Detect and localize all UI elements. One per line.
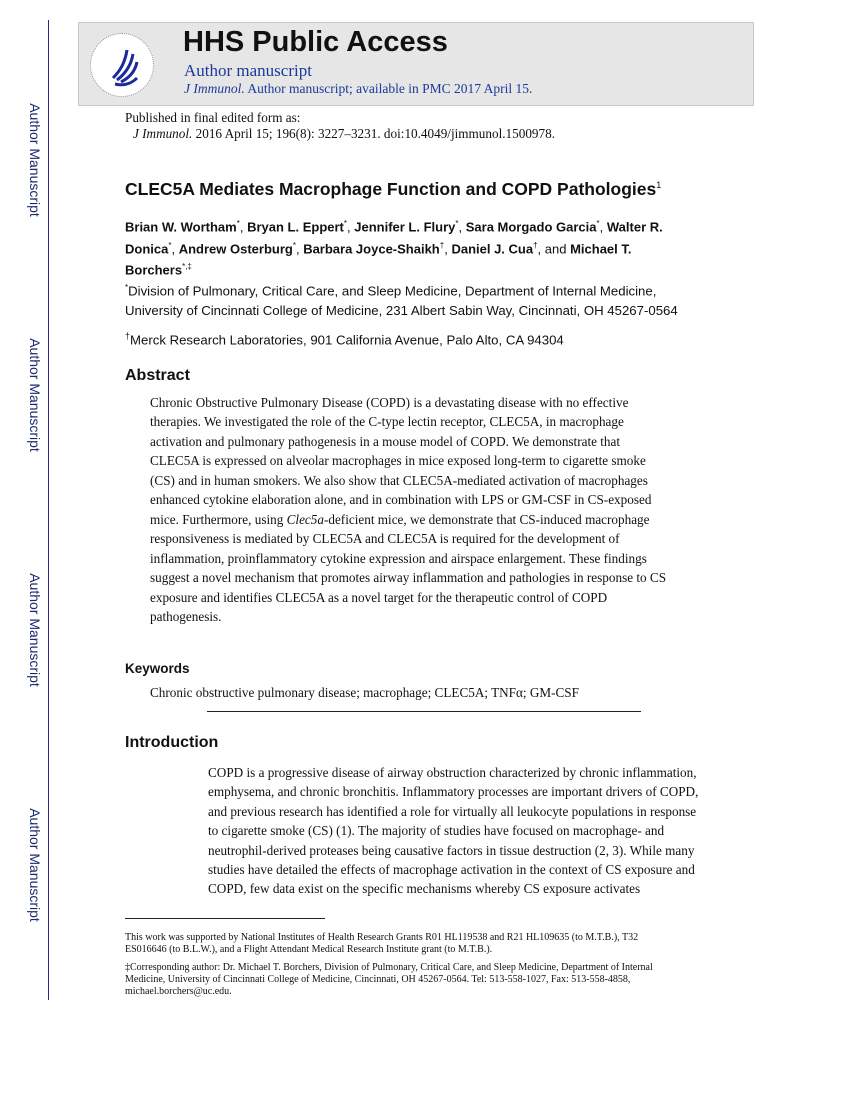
footnote-line: ‡Corresponding author: Dr. Michael T. Borchers, Division of Pulmonary, Critical Care, and Sleep Medicine, Department of Internal: [125, 962, 653, 973]
title-text: CLEC5A Mediates Macrophage Function and COPD Pathologies: [125, 179, 657, 199]
header-title: HHS Public Access: [183, 26, 448, 58]
hhs-eagle-logo-icon: [90, 33, 154, 97]
author-name: Donica: [125, 241, 169, 257]
author-name: Barbara Joyce-Shaikh: [303, 241, 440, 257]
keywords-list: Chronic obstructive pulmonary disease; macrophage; CLEC5A; TNFα; GM-CSF: [150, 685, 579, 700]
abstract-line: Chronic Obstructive Pulmonary Disease (COPD) is a devastating disease with no effective: [150, 395, 629, 410]
author-separator: ,: [444, 241, 452, 257]
author-name: Daniel J. Cua: [451, 241, 534, 257]
introduction-line: to cigarette smoke (CS) (1). The majority of studies have focused on macrophage- and: [208, 823, 665, 839]
abstract-line: responsiveness is mediated by CLEC5A and CLEC5A is required for the development of: [150, 531, 620, 547]
author-affiliation-mark: *: [168, 241, 172, 250]
author-name: Sara Morgado Garcia: [465, 219, 597, 235]
author-name: Jennifer L. Flury: [354, 219, 456, 235]
author-affiliation-mark: †: [533, 241, 538, 250]
author-affiliation-mark: *: [596, 219, 600, 228]
side-label: Author Manuscript: [27, 808, 43, 922]
author-separator: ,: [599, 219, 607, 235]
abstract-line: suggest a novel mechanism that promotes airway inflammation and pathologies in response to CS: [150, 570, 667, 586]
introduction-line: emphysema, and chronic bronchitis. Inflammatory processes are important drivers of COPD,: [208, 784, 699, 800]
author-name: Walter R.: [606, 219, 663, 235]
availability-text: Author manuscript; available in PMC 2017 April 15.: [247, 81, 533, 96]
footnote-rule: [125, 918, 325, 919]
abstract-line: therapies. We investigated the role of the C-type lectin receptor, CLEC5A, in macrophage: [150, 414, 624, 430]
abstract-line: pathogenesis.: [150, 608, 222, 624]
abstract-line: CLEC5A is expressed on alveolar macrophages in mice exposed long-term to cigarette smoke: [150, 453, 646, 469]
author-separator: ,: [295, 241, 304, 257]
abstract-line: exposure and identifies CLEC5A as a novel target for the therapeutic control of COPD: [150, 589, 608, 605]
journal-name: J Immunol.: [184, 81, 245, 96]
author-affiliation-mark: †: [439, 241, 445, 250]
author-separator: , and: [537, 241, 571, 257]
affiliation-1: [125, 283, 656, 298]
article-title: [125, 179, 661, 200]
abstract-line: activation and pulmonary pathogenesis in a mouse model of COPD. We demonstrate that: [150, 433, 621, 449]
abstract-line: inflammation, proinflammatory cytokine expression and airspace enlargement. These findings: [150, 550, 647, 566]
author-separator: ,: [171, 241, 179, 257]
affiliation-mark: *: [125, 283, 129, 292]
header-subtitle: Author manuscript: [184, 61, 312, 80]
abstract-line: (CS) and in human smokers. We also show that CLEC5A-mediated activation of macrophages: [150, 472, 648, 488]
affiliation-mark: †: [125, 331, 131, 341]
affiliation-text: Division of Pulmonary, Critical Care, and Sleep Medicine, Department of Internal Medicine,: [128, 283, 657, 299]
footnote-line: ES016646 (to B.L.W.), and a Flight Attendant Medical Research Institute grant (to M.T.B.).: [125, 944, 493, 955]
abstract-line: enhanced cytokine elaboration alone, and in combination with LPS or GM-CSF in CS-exposed: [150, 492, 652, 508]
citation-text: 2016 April 15; 196(8): 3227–3231. doi:10.4049/jimmunol.1500978.: [195, 126, 555, 141]
footnote-line: This work was supported by National Institutes of Health Research Grants R01 HL119538 and R21 HL109635 (to M.T.B.), T32: [125, 932, 639, 943]
authors-line: [125, 262, 192, 277]
introduction-line: neutrophil-derived proteases being causative factors in tissue destruction (2, 3). While many: [208, 842, 695, 858]
published-label: Published in final edited form as:: [125, 110, 301, 125]
author-name: Brian W. Wortham: [125, 219, 237, 235]
published-citation: [133, 126, 555, 142]
side-label: Author Manuscript: [27, 103, 43, 217]
author-name: Michael T.: [570, 241, 632, 257]
abstract-line: mice. Furthermore, using Clec5a-deficient mice, we demonstrate that CS-induced macrophage: [150, 511, 650, 527]
title-footnote-mark: 1: [656, 180, 662, 191]
author-affiliation-mark: *: [292, 241, 296, 250]
introduction-line: COPD is a progressive disease of airway obstruction characterized by chronic inflammation,: [208, 765, 697, 780]
header-availability: [184, 81, 532, 97]
section-divider: [207, 711, 641, 712]
introduction-line: studies have detailed the effects of macrophage activation in the context of CS exposure and: [208, 862, 695, 877]
author-affiliation-mark: *: [455, 219, 459, 228]
authors-line: [125, 241, 632, 256]
footnote-line: michael.borchers@uc.edu.: [125, 986, 232, 997]
author-name: Andrew Osterburg: [178, 241, 293, 257]
introduction-heading: Introduction: [125, 734, 219, 751]
author-separator: ,: [458, 219, 466, 235]
author-name: Bryan L. Eppert: [247, 219, 344, 235]
introduction-line: and previous research has identified a role for virtually all leukocyte populations in response: [208, 803, 697, 819]
side-label: Author Manuscript: [27, 338, 43, 452]
journal-name: J Immunol.: [133, 126, 193, 141]
margin-rule: [48, 20, 49, 1000]
author-affiliation-mark: *: [236, 219, 240, 228]
affiliation-2: [125, 331, 564, 347]
author-separator: ,: [347, 219, 355, 235]
author-affiliation-mark: *: [343, 219, 347, 228]
introduction-line: COPD, few data exist on the specific mechanisms whereby CS exposure activates: [208, 881, 641, 897]
abstract-heading: Abstract: [125, 367, 190, 384]
affiliation-1-cont: University of Cincinnati College of Medicine, 231 Albert Sabin Way, Cincinnati, OH 45267-0564: [125, 303, 678, 318]
affiliation-text: Merck Research Laboratories, 901 California Avenue, Palo Alto, CA 94304: [130, 332, 564, 348]
author-separator: ,: [239, 219, 248, 235]
author-affiliation-mark: *,‡: [182, 262, 192, 271]
footnote-line: Medicine, University of Cincinnati College of Medicine, Cincinnati, OH 45267-0564. Tel: 513-558-1027, Fax: 513-558-4858,: [125, 974, 631, 985]
side-label: Author Manuscript: [27, 573, 43, 687]
author-name: Borchers: [125, 262, 183, 278]
authors-line: [125, 219, 663, 234]
keywords-heading: Keywords: [125, 661, 190, 676]
